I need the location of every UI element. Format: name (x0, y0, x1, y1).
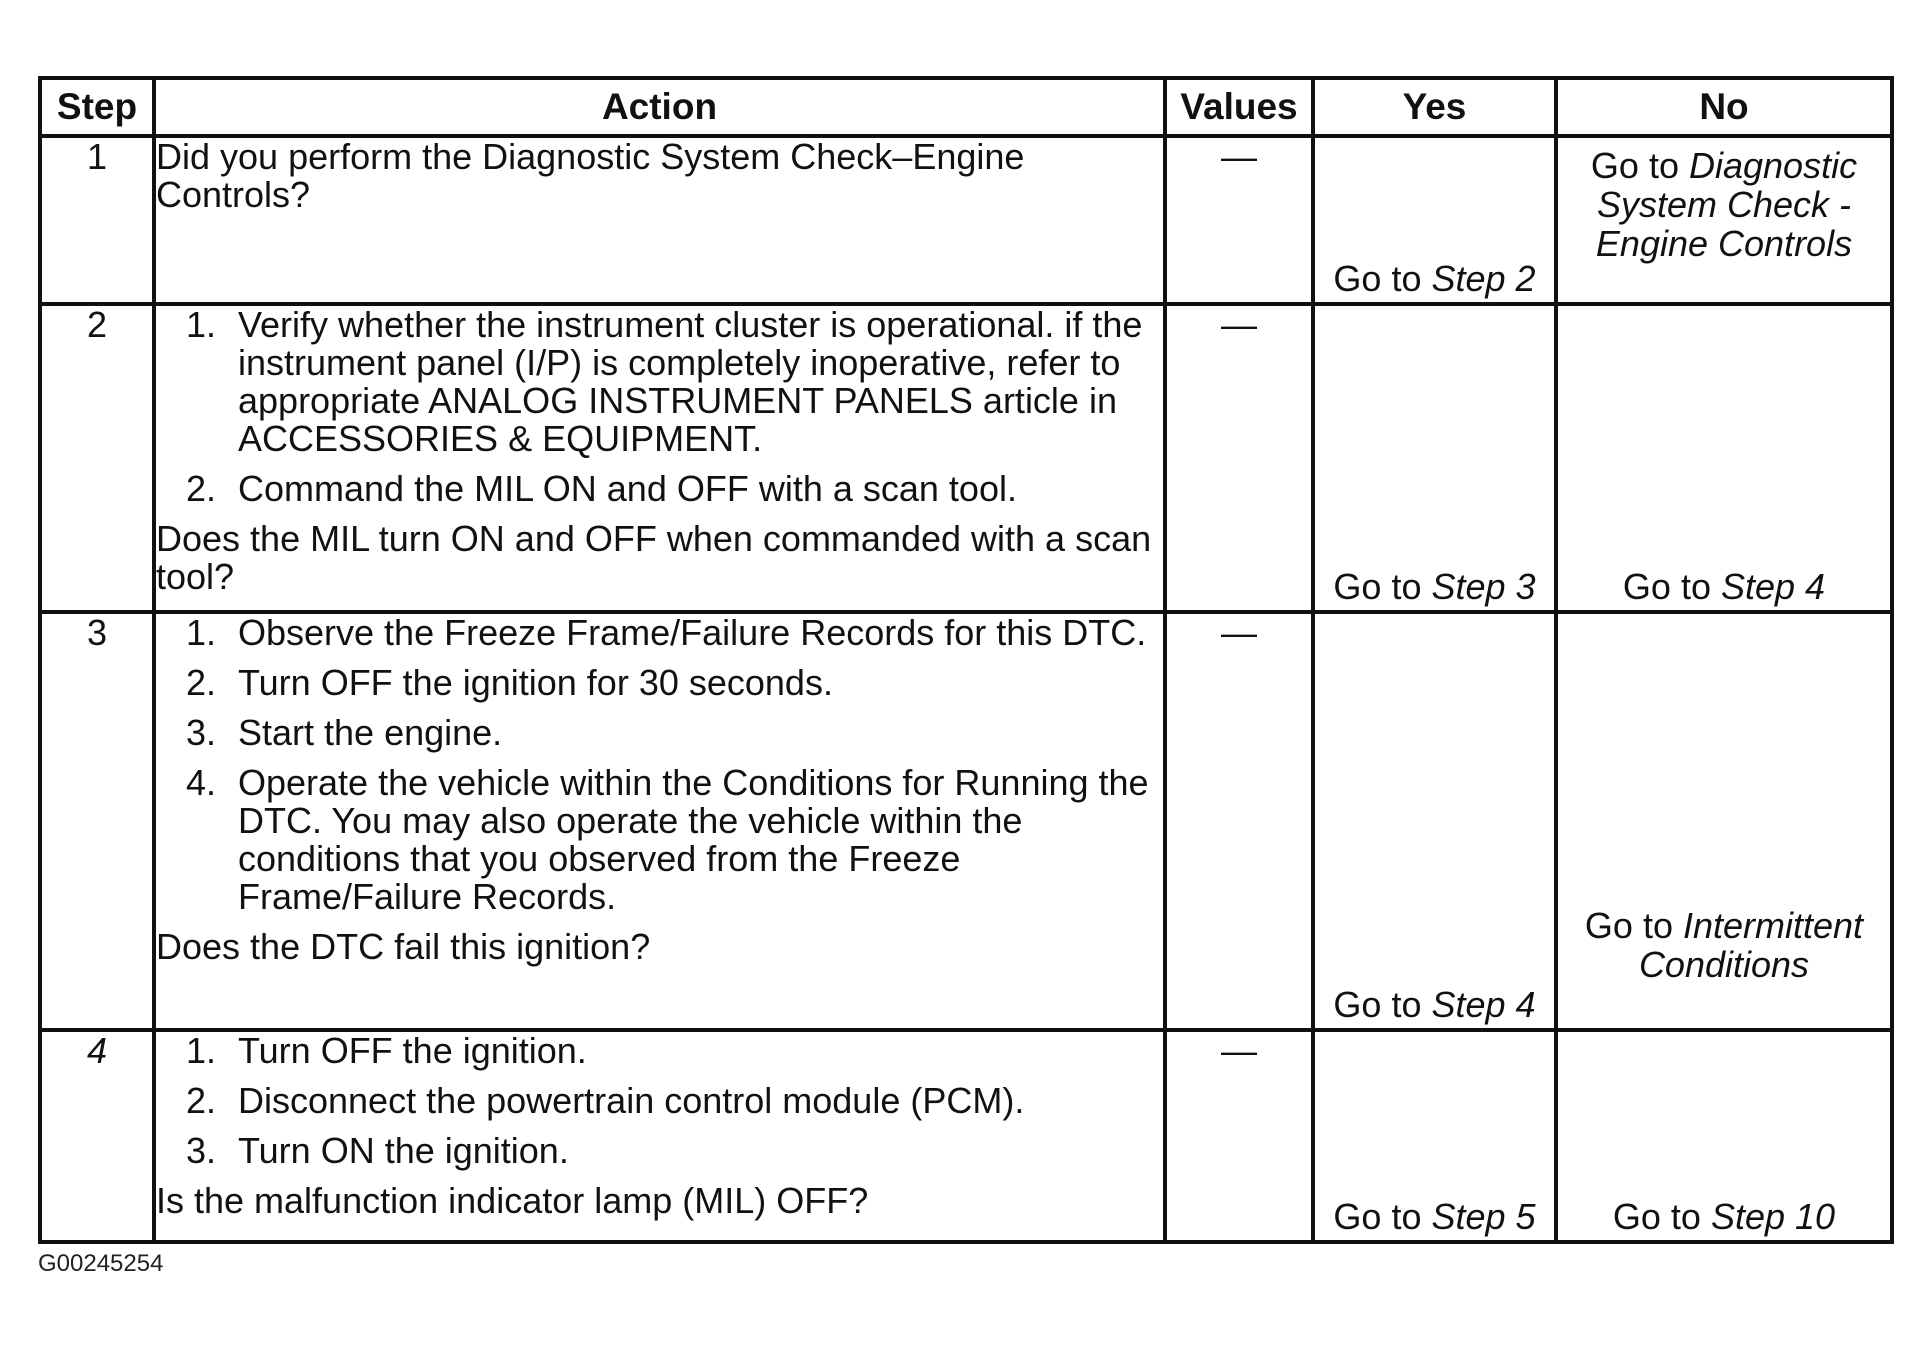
values-cell: — (1165, 136, 1313, 304)
substep-number: 3. (186, 1130, 217, 1171)
substep (156, 714, 1163, 752)
step-number: 1 (40, 136, 154, 304)
header-yes: Yes (1313, 78, 1556, 136)
goto-prefix: Go to (1333, 258, 1432, 299)
substep-number: 2. (186, 468, 217, 509)
substep-text: Operate the vehicle within the Conditions for Running the DTC. You may also operate the vehicle within the conditions that you observed from the Freeze Frame/Failure Records. (238, 762, 1149, 917)
substep-list (156, 306, 1163, 508)
goto-target: Step 4 (1720, 566, 1826, 607)
figure-id: G00245254 (38, 1250, 164, 1277)
goto-prefix: Go to (1612, 1196, 1711, 1237)
no-goto (1558, 138, 1890, 263)
substep-number: 3. (186, 712, 217, 753)
goto-target: Step 10 (1710, 1196, 1836, 1237)
goto-prefix: Go to (1333, 566, 1432, 607)
no-cell (1556, 304, 1892, 612)
goto-target: Step 2 (1431, 258, 1536, 299)
substep (156, 1082, 1163, 1120)
action-cell (154, 304, 1165, 612)
substep-text: Observe the Freeze Frame/Failure Records for this DTC. (238, 612, 1147, 653)
values-cell: — (1165, 304, 1313, 612)
yes-goto (1315, 260, 1554, 298)
substep (156, 1032, 1163, 1070)
action-question: Is the malfunction indicator lamp (MIL) OFF? (156, 1180, 869, 1221)
goto-target: Step 4 (1431, 984, 1536, 1025)
header-action: Action (154, 78, 1165, 136)
yes-cell (1313, 1030, 1556, 1242)
substep (156, 764, 1163, 916)
substep-number: 2. (186, 1080, 217, 1121)
substep-text: Turn ON the ignition. (238, 1130, 569, 1171)
action-cell (154, 1030, 1165, 1242)
goto-prefix: Go to (1333, 984, 1432, 1025)
values-cell: — (1165, 612, 1313, 1030)
goto-target: Step 3 (1431, 566, 1536, 607)
step-number: 2 (40, 304, 154, 612)
table-header-row (40, 78, 1892, 136)
values-cell: — (1165, 1030, 1313, 1242)
substep-number: 1. (186, 1030, 217, 1071)
substep-number: 1. (186, 304, 217, 345)
substep-list (156, 1032, 1163, 1170)
table-row (40, 612, 1892, 1030)
action-cell (154, 612, 1165, 1030)
goto-prefix: Go to (1333, 1196, 1432, 1237)
substep (156, 470, 1163, 508)
substep-number: 1. (186, 612, 217, 653)
goto-prefix: Go to (1590, 145, 1689, 186)
substep-text: Start the engine. (238, 712, 503, 753)
goto-prefix: Go to (1622, 566, 1721, 607)
yes-cell (1313, 612, 1556, 1030)
action-question: Does the MIL turn ON and OFF when commanded with a scan tool? (156, 518, 1152, 597)
substep-number: 4. (186, 762, 217, 803)
substep-text: Verify whether the instrument cluster is operational. if the instrument panel (I/P) is completely inoperative, refer to appropriate ANALOG INSTRUMENT PANELS article in ACCESSORIES & EQUIPMENT. (238, 304, 1143, 459)
substep (156, 1132, 1163, 1170)
yes-cell (1313, 136, 1556, 304)
no-cell (1556, 612, 1892, 1030)
no-goto (1558, 906, 1890, 984)
yes-goto (1315, 986, 1554, 1024)
substep-number: 2. (186, 662, 217, 703)
step-number: 3 (40, 612, 154, 1030)
substep-text: Disconnect the powertrain control module (PCM). (238, 1080, 1025, 1121)
yes-cell (1313, 304, 1556, 612)
goto-target: Diagnostic System Check - Engine Controls (1595, 145, 1858, 264)
header-values: Values (1165, 78, 1313, 136)
yes-goto (1315, 568, 1554, 606)
table-row (40, 136, 1892, 304)
goto-target: Step 5 (1431, 1196, 1536, 1237)
step-number: 4 (40, 1030, 154, 1242)
table-row (40, 304, 1892, 612)
substep-text: Command the MIL ON and OFF with a scan tool. (238, 468, 1017, 509)
substep (156, 664, 1163, 702)
action-cell (154, 136, 1165, 304)
goto-target: Intermittent Conditions (1638, 905, 1864, 985)
substep (156, 614, 1163, 652)
header-no: No (1556, 78, 1892, 136)
action-question: Does the DTC fail this ignition? (156, 926, 651, 967)
substep-list (156, 614, 1163, 916)
substep (156, 306, 1163, 458)
substep-text: Turn OFF the ignition. (238, 1030, 587, 1071)
diagnostic-table (38, 76, 1894, 1244)
substep-text: Turn OFF the ignition for 30 seconds. (238, 662, 833, 703)
no-cell (1556, 1030, 1892, 1242)
table-row (40, 1030, 1892, 1242)
no-goto (1558, 1198, 1890, 1236)
goto-prefix: Go to (1584, 905, 1683, 946)
no-goto (1558, 568, 1890, 606)
yes-goto (1315, 1198, 1554, 1236)
no-cell (1556, 136, 1892, 304)
header-step: Step (40, 78, 154, 136)
action-question: Did you perform the Diagnostic System Check–Engine Controls? (156, 136, 1025, 215)
